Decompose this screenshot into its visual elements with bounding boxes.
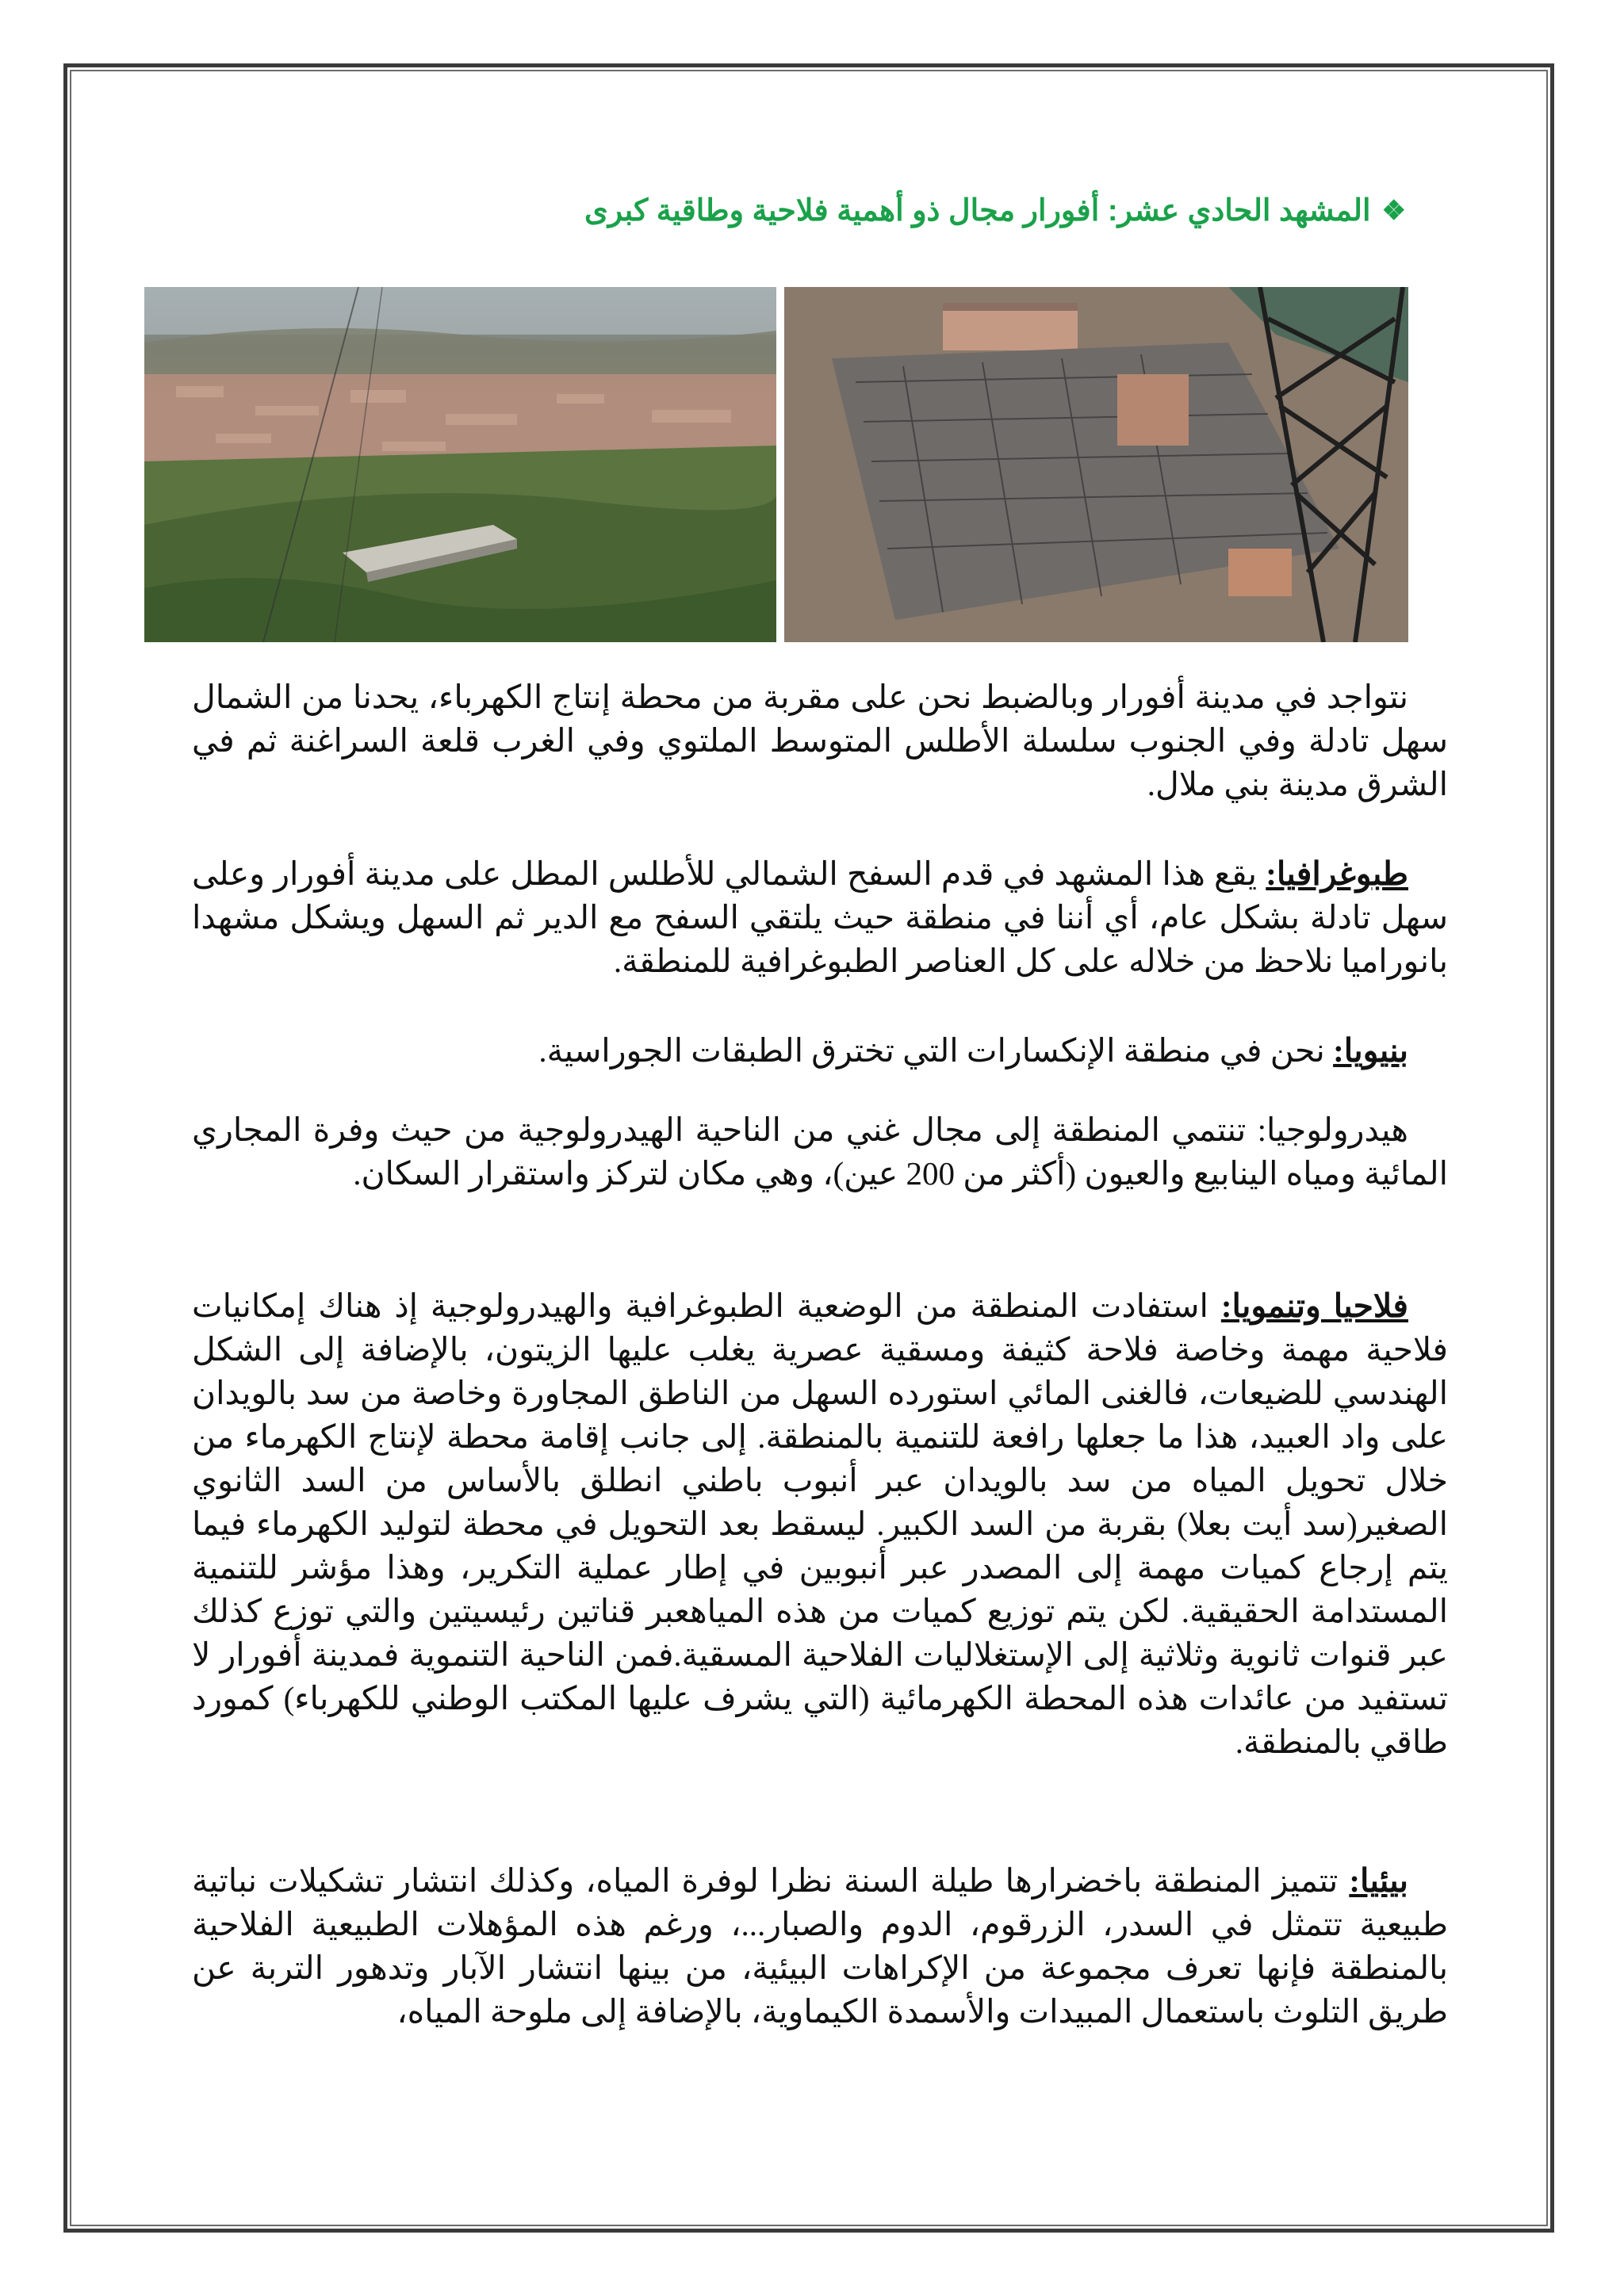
town-panorama-photo bbox=[144, 287, 776, 642]
diamond-bullet-icon: ❖ bbox=[1381, 195, 1406, 226]
section-heading-text: المشهد الحادي عشر: أفورار مجال ذو أهمية فلاحية وطاقية كبرى bbox=[584, 194, 1371, 228]
paragraph-location-text: نتواجد في مدينة أفورار وبالضبط نحن على مقربة من محطة إنتاج الكهرباء، يحدنا من الشمال سهل تادلة وفي الجنوب سلسلة الأطلس المتوسط الملتوي وفي الغرب قلعة السراغنة ثم في الشرق مدينة بني ملال. bbox=[192, 679, 1448, 802]
paragraph-structure-lead: بنيويا: bbox=[1333, 1032, 1408, 1069]
paragraph-agriculture-lead: فلاحيا وتنمويا: bbox=[1220, 1288, 1408, 1324]
paragraph-topography-text: يقع هذا المشهد في قدم السفح الشمالي للأطلس المطل على مدينة أفورار وعلى سهل تادلة بشكل عام، أي أننا في منطقة حيث يلتقي السفح مع الدير ثم السهل ويشكل مشهدا بانوراميا نلاحظ من خلاله على كل العناصر الطبوغرافية للمنطقة. bbox=[192, 855, 1448, 979]
paragraph-structure bbox=[192, 1029, 1448, 1073]
paragraph-location bbox=[192, 675, 1448, 806]
section-heading bbox=[584, 193, 1406, 228]
paragraph-agriculture-text: استفادت المنطقة من الوضعية الطبوغرافية والهيدرولوجية إذ هناك إمكانيات فلاحية مهمة وخاصة فلاحة كثيفة ومسقية عصرية يغلب عليها الزيتون، بالإضافة إلى الشكل الهندسي للضيعات، فالغنى المائي استورده السهل من الناطق المجاورة وخاصة من سد بالويدان على واد العبيد، هذا ما جعلها رافعة للتنمية بالمنطقة. إلى جانب إقامة محطة لإنتاج الكهرماء من خلال تحويل المياه من سد بالويدان عبر أنبوب باطني انطلق بالأساس من السد الثانوي الصغير(سد أيت بعلا) بقربة من السد الكبير. ليسقط بعد التحويل في محطة لتوليد الكهرماء فيما يتم إرجاع كميات مهمة إلى المصدر عبر أنبوبين في إطار عملية التكرير، وهذا مؤشر للتنمية المستدامة الحقيقية. لكن يتم توزيع كميات من هذه المياهعبر قناتين رئيسيتين والتي توزع كذلك عبر قنوات ثانوية وثلاثية إلى الإستغلاليات الفلاحية المسقية.فمن الناحية التنموية فمدينة أفورار لا تستفيد من عائدات هذه المحطة الكهرمائية (التي يشرف عليها المكتب الوطني للكهرباء) كمورد طاقي بالمنطقة. bbox=[192, 1288, 1448, 1760]
paragraph-topography-lead: طبوغرافيا: bbox=[1266, 855, 1408, 892]
paragraph-hydrology bbox=[192, 1108, 1448, 1196]
photo-strip bbox=[144, 287, 1408, 642]
power-station-photo bbox=[784, 287, 1408, 642]
paragraph-environment-text: تتميز المنطقة باخضرارها طيلة السنة نظرا لوفرة المياه، وكذلك انتشار تشكيلات نباتية طبيعية تتمثل في السدر، الزرقوم، الدوم والصبار...، ورغم هذه المؤهلات الطبيعية الفلاحية بالمنطقة فإنها تعرف مجموعة من الإكراهات البيئية، من بينها انتشار الآبار وتدهور التربة عن طريق التلوث باستعمال المبيدات والأسمدة الكيماوية، بالإضافة إلى ملوحة المياه، bbox=[192, 1862, 1448, 2030]
paragraph-environment bbox=[192, 1859, 1448, 2034]
paragraph-structure-text: نحن في منطقة الإنكسارات التي تخترق الطبقات الجوراسية. bbox=[538, 1032, 1334, 1069]
paragraph-environment-lead: بيئيا: bbox=[1349, 1862, 1408, 1899]
paragraph-hydrology-text: هيدرولوجيا: تنتمي المنطقة إلى مجال غني من الناحية الهيدرولوجية من حيث وفرة المجاري المائية ومياه الينابيع والعيون (أكثر من 200 عين)، وهي مكان لتركز واستقرار السكان. bbox=[192, 1112, 1448, 1192]
paragraph-agriculture bbox=[192, 1284, 1448, 1764]
paragraph-topography bbox=[192, 852, 1448, 983]
